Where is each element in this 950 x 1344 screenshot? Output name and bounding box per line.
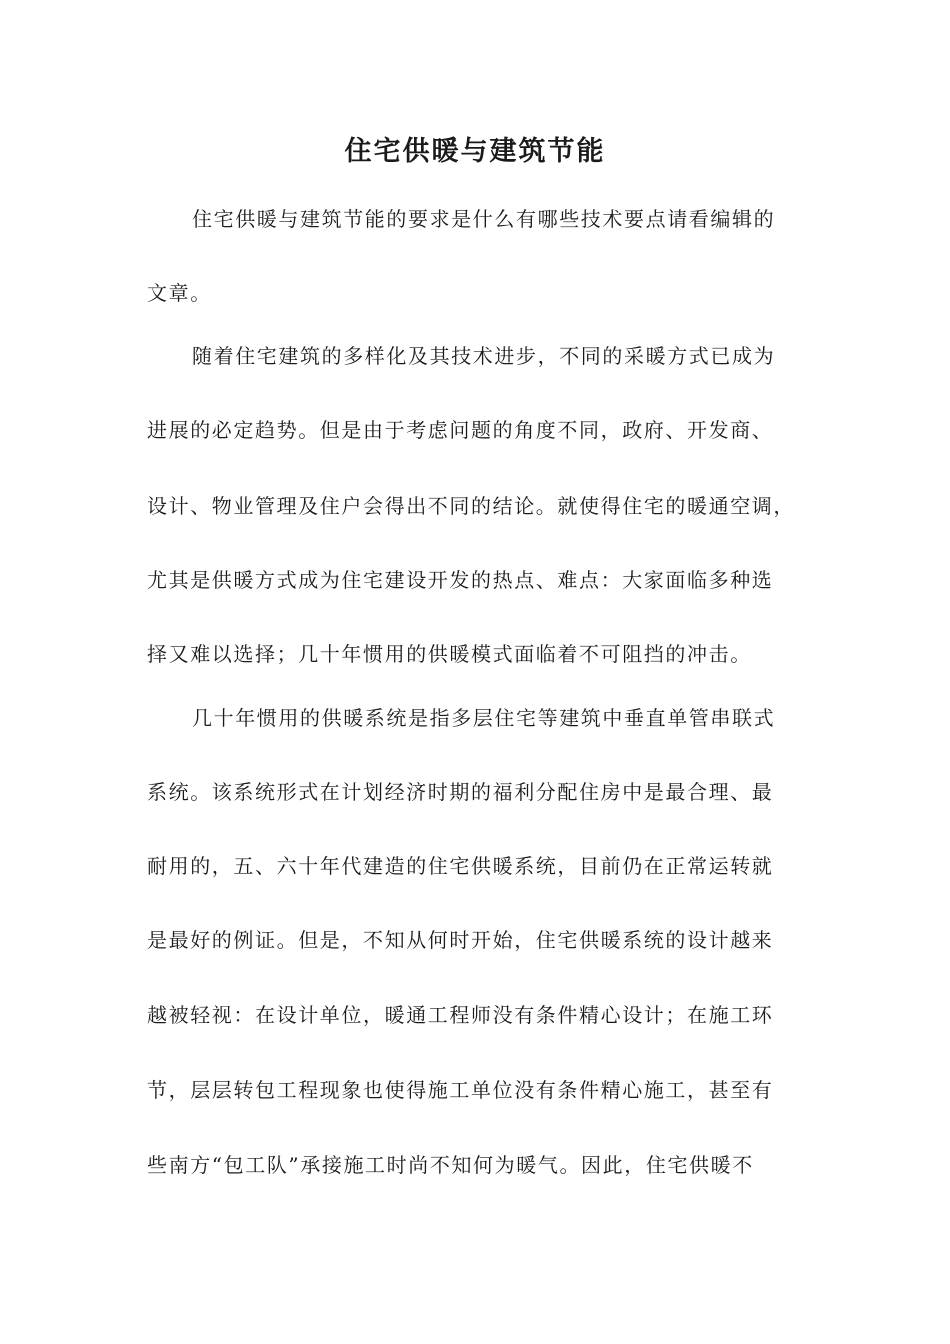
paragraph-2-line-3: 设计、物业管理及住户会得出不同的结论。就使得住宅的暖通空调， <box>147 494 795 518</box>
paragraph-3-line-3: 耐用的，五、六十年代建造的住宅供暖系统，目前仍在正常运转就 <box>147 854 774 878</box>
paragraph-2-line-5: 择又难以选择；几十年惯用的供暖模式面临着不可阻挡的冲击。 <box>147 642 752 666</box>
paragraph-3-line-7: 些南方“包工队”承接施工时尚不知何为暖气。因此，住宅供暖不 <box>147 1153 754 1177</box>
paragraph-1-line-1: 住宅供暖与建筑节能的要求是什么有哪些技术要点请看编辑的 <box>192 207 776 231</box>
paragraph-3-line-6: 节，层层转包工程现象也使得施工单位没有条件精心施工，甚至有 <box>147 1078 774 1102</box>
paragraph-3-line-2: 系统。该系统形式在计划经济时期的福利分配住房中是最合理、最 <box>147 780 774 804</box>
paragraph-3-line-1: 几十年惯用的供暖系统是指多层住宅等建筑中垂直单管串联式 <box>192 706 776 730</box>
document-title: 住宅供暖与建筑节能 <box>344 136 606 167</box>
paragraph-1-line-2: 文章。 <box>147 281 212 305</box>
paragraph-3-line-4: 是最好的例证。但是，不知从何时开始，住宅供暖系统的设计越来 <box>147 928 774 952</box>
paragraph-2-line-2: 进展的必定趋势。但是由于考虑问题的角度不同，政府、开发商、 <box>147 418 774 442</box>
paragraph-2-line-1: 随着住宅建筑的多样化及其技术进步，不同的采暖方式已成为 <box>192 344 776 368</box>
paragraph-3-line-5: 越被轻视：在设计单位，暖通工程师没有条件精心设计；在施工环 <box>147 1003 774 1027</box>
paragraph-2-line-4: 尤其是供暖方式成为住宅建设开发的热点、难点：大家面临多种选 <box>147 568 774 592</box>
